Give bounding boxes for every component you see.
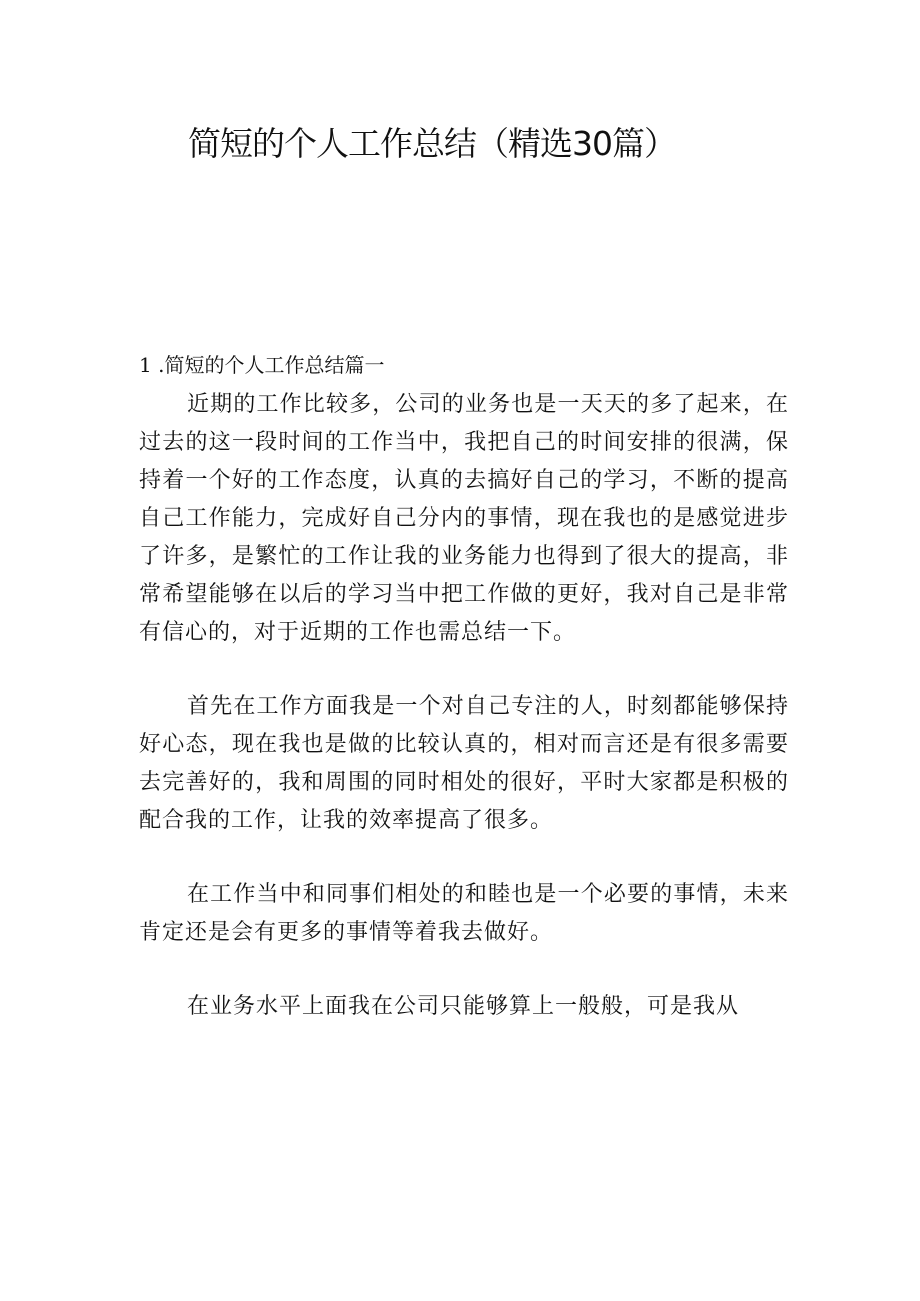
paragraph-2: 首先在工作方面我是一个对自己专注的人，时刻都能够保持好心态，现在我也是做的比较认真的，相对而言还是有很多需要去完善好的，我和周围的同时相处的很好，平时大家都是积极的配合我的工作，让我的效率提高了很多。 [139, 694, 789, 833]
document-body [139, 348, 789, 1062]
section-heading: 1 .简短的个人工作总结篇一 [139, 353, 385, 377]
paragraph-4: 在业务水平上面我在公司只能够算上一般般，可是我从 [187, 994, 740, 1019]
paragraph-3: 在工作当中和同事们相处的和睦也是一个必要的事情，未来肯定还是会有更多的事情等着我去做好。 [139, 882, 789, 945]
paragraph-1: 近期的工作比较多，公司的业务也是一天天的多了起来，在过去的这一段时间的工作当中，我把自己的时间安排的很满，保持着一个好的工作态度，认真的去搞好自己的学习，不断的提高自己工作能力，完成好自己分内的事情，现在我也的是感觉进步了许多，是繁忙的工作让我的业务能力也得到了很大的提高，非常希望能够在以后的学习当中把工作做的更好，我对自己是非常有信心的，对于近期的工作也需总结一下。 [139, 392, 789, 645]
document-title: 简短的个人工作总结（精选30篇） [188, 124, 676, 163]
